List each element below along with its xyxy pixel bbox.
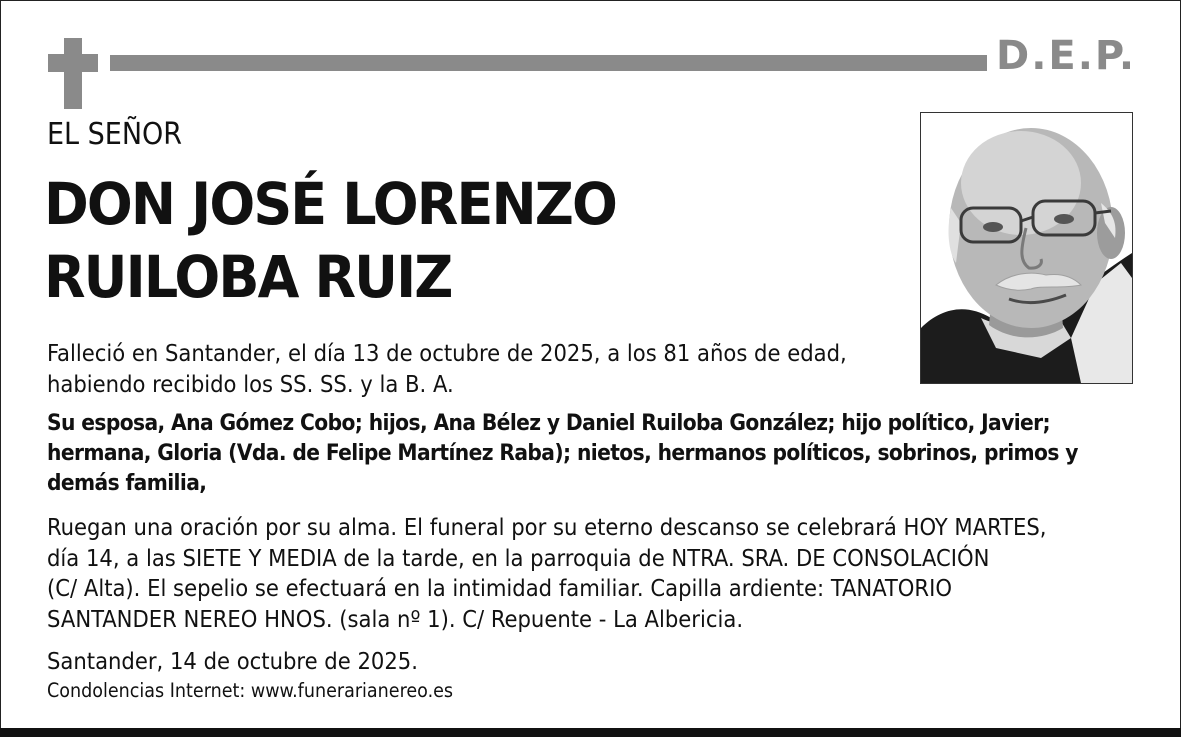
header-rule xyxy=(110,55,987,71)
funeral-line: SANTANDER NEREO HNOS. (sala nº 1). C/ Repuente - La Albericia. xyxy=(47,604,744,633)
bottom-rule xyxy=(0,728,1181,737)
family-line: demás familia, xyxy=(47,470,207,496)
honorific: EL SEÑOR xyxy=(47,117,183,152)
death-line: Falleció en Santander, el día 13 de octubre de 2025, a los 81 años de edad, xyxy=(47,339,847,367)
family-notice xyxy=(47,408,1147,498)
place-date: Santander, 14 de octubre de 2025. xyxy=(47,647,418,675)
death-line: habiendo recibido los SS. SS. y la B. A. xyxy=(47,369,454,398)
name-line-2: RUILOBA RUIZ xyxy=(44,243,452,311)
funeral-line: (C/ Alta). El sepelio se efectuará en la intimidad familiar. Capilla ardiente: TANATORIO xyxy=(47,574,952,602)
cross-icon-bar xyxy=(48,54,98,72)
family-line: Su esposa, Ana Gómez Cobo; hijos, Ana Bélez y Daniel Ruiloba González; hijo político, Javier; xyxy=(47,410,1051,436)
funeral-line: día 14, a las SIETE Y MEDIA de la tarde, en la parroquia de NTRA. SRA. DE CONSOLACIÓN xyxy=(47,543,990,572)
death-notice xyxy=(47,338,1147,399)
deceased-name xyxy=(44,168,616,314)
name-line-1: DON JOSÉ LORENZO xyxy=(44,170,616,238)
cross-icon xyxy=(64,38,82,109)
condolences-line: Condolencias Internet: www.funerarianereo.es xyxy=(47,679,454,702)
funeral-line: Ruegan una oración por su alma. El funeral por su eterno descanso se celebrará HOY MARTES, xyxy=(47,513,1047,541)
dep-label: D.E.P. xyxy=(996,33,1137,79)
funeral-notice xyxy=(47,512,1147,634)
family-line: hermana, Gloria (Vda. de Felipe Martínez Raba); nietos, hermanos políticos, sobrinos, primos y xyxy=(47,440,1078,466)
